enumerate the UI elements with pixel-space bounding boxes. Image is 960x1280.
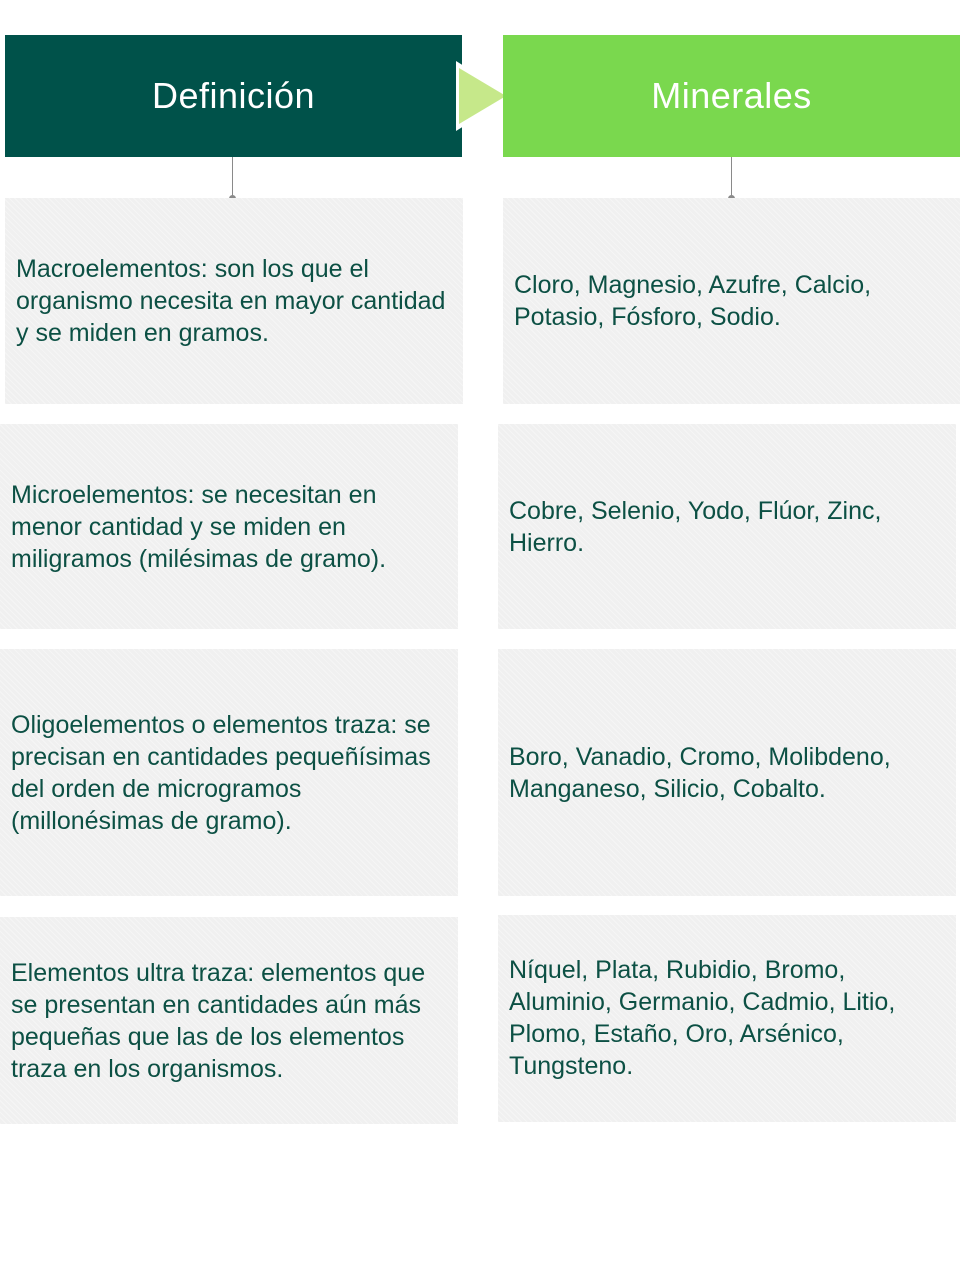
minerals-card-microelementos	[498, 424, 956, 629]
definition-card-ultratraza	[0, 917, 458, 1124]
minerales-header	[503, 35, 960, 157]
definition-text: Macroelementos: son los que el organismo necesita en mayor cantidad y se miden en gramos.	[16, 255, 446, 347]
definition-card-macroelementos	[5, 198, 463, 404]
definition-text: Elementos ultra traza: elementos que se presentan en cantidades aún más pequeñas que las de los elementos traza en los organismos.	[11, 958, 426, 1083]
minerals-text: Boro, Vanadio, Cromo, Molibdeno, Manganeso, Silicio, Cobalto.	[509, 742, 891, 803]
left-connector-line	[232, 157, 233, 198]
definition-card-microelementos	[0, 424, 458, 629]
definition-text: Oligoelementos o elementos traza: se precisan en cantidades pequeñísimas del orden de microgramos (millonésimas de gramo).	[11, 710, 431, 835]
minerals-card-ultratraza	[498, 915, 956, 1122]
right-connector-line	[731, 157, 732, 198]
minerals-card-oligoelementos	[498, 649, 956, 896]
definicion-header	[5, 35, 462, 157]
minerals-text: Cloro, Magnesio, Azufre, Calcio, Potasio, Fósforo, Sodio.	[514, 271, 872, 331]
definition-card-oligoelementos	[0, 649, 458, 896]
definition-text: Microelementos: se necesitan en menor cantidad y se miden en miligramos (milésimas de gramo).	[11, 480, 387, 573]
minerals-card-macroelementos	[503, 198, 960, 404]
minerals-text: Cobre, Selenio, Yodo, Flúor, Zinc, Hierro.	[509, 496, 882, 557]
minerales-header-label: Minerales	[651, 75, 812, 116]
definicion-header-label: Definición	[151, 75, 316, 116]
minerals-text: Níquel, Plata, Rubidio, Bromo, Aluminio, Germanio, Cadmio, Litio, Plomo, Estaño, Oro, Arsénico, Tungsteno.	[509, 956, 896, 1080]
